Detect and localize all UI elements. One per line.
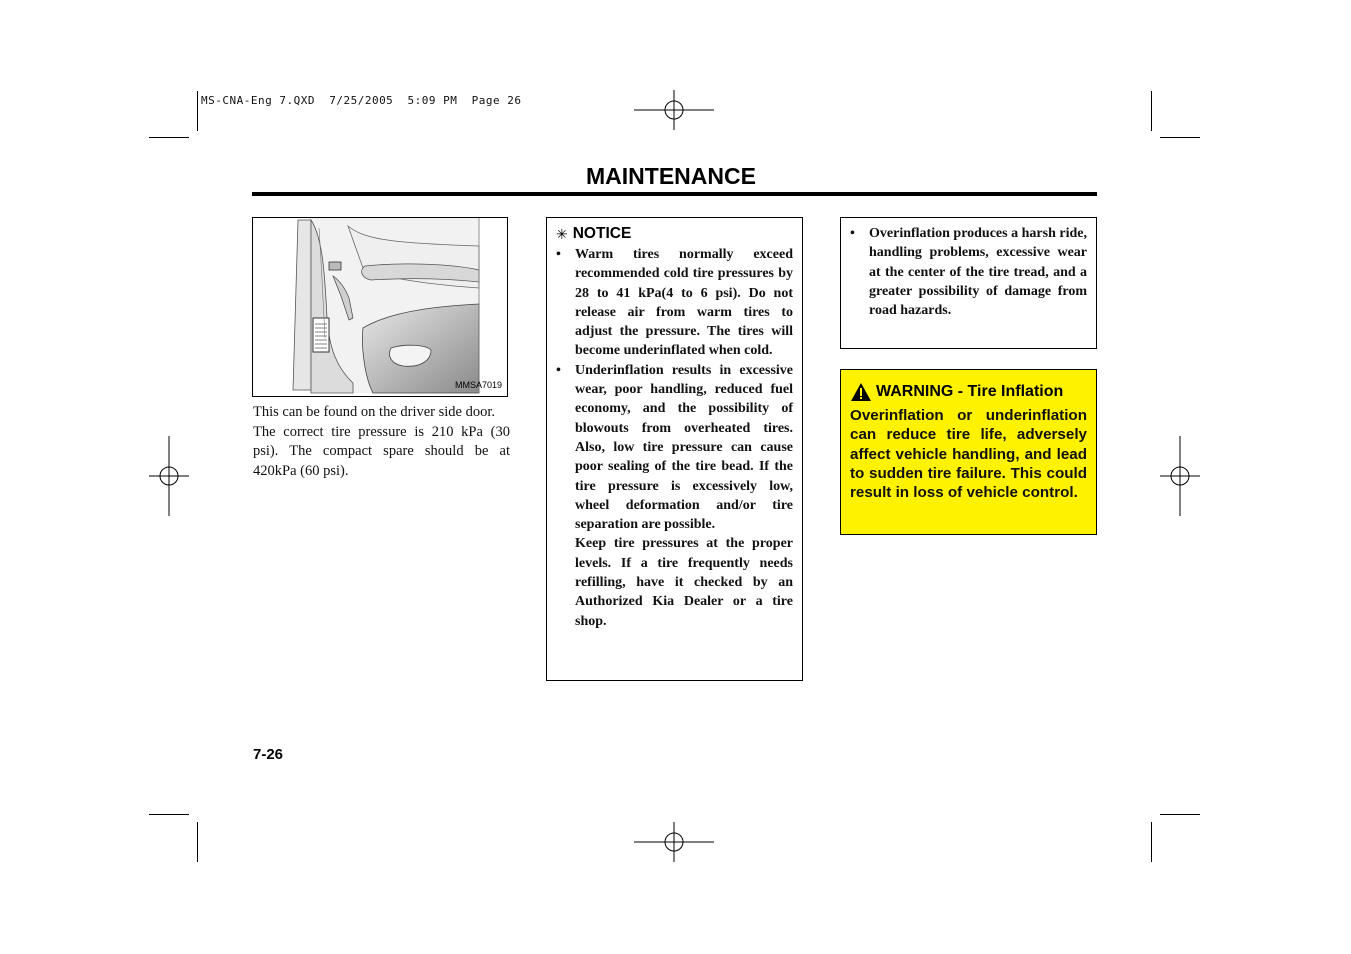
body-text xyxy=(253,403,510,481)
figure-code: MMSA7019 xyxy=(454,380,502,390)
body-paragraph: This can be found on the driver side door. xyxy=(253,404,496,420)
overinflation-box xyxy=(840,217,1097,349)
notice-asterisk-icon: ✳ xyxy=(556,225,568,242)
list-item xyxy=(556,245,793,361)
crop-mark xyxy=(149,814,189,815)
bullet-icon: • xyxy=(556,362,561,378)
notice-heading xyxy=(556,224,793,244)
door-figure xyxy=(252,217,508,397)
bullet-icon: • xyxy=(850,226,855,241)
bullet-icon: • xyxy=(556,247,561,262)
crop-mark xyxy=(1160,814,1200,815)
notice-box xyxy=(546,217,803,681)
registration-mark-icon xyxy=(634,90,714,130)
list-item xyxy=(850,224,1087,320)
crop-mark xyxy=(197,91,198,131)
registration-mark-icon xyxy=(1160,436,1200,516)
section-title: MAINTENANCE xyxy=(586,163,756,189)
notice-extra-paragraph: Keep tire pressures at the proper levels. If a tire frequently needs refilling, have it checked by an Authorized Kia Dealer or a tire shop. xyxy=(575,536,793,629)
overinflation-list xyxy=(850,224,1087,320)
warning-triangle-icon xyxy=(850,382,872,402)
registration-mark-icon xyxy=(149,436,189,516)
crop-mark xyxy=(1151,822,1152,862)
body-paragraph: The correct tire pressure is 210 kPa (30 psi). The compact spare should be at 420kPa (60 psi). xyxy=(253,423,510,479)
section-divider xyxy=(252,192,1097,196)
notice-title: NOTICE xyxy=(572,225,632,242)
list-item-text: Warm tires normally exceed recommended cold tire pressures by 28 to 41 kPa(4 to 6 psi). Do not release air from warm tires to adjust the pressure. The tires will become underinflated when cold. xyxy=(575,247,793,359)
list-item xyxy=(556,361,793,535)
warning-box xyxy=(840,369,1097,535)
list-item-text: Overinflation produces a harsh ride, handling problems, excessive wear at the center of the tire tread, and a greater possibility of damage from road hazards. xyxy=(869,226,1087,319)
registration-mark-icon xyxy=(634,822,714,862)
list-item-text: Underinflation results in excessive wear, poor handling, reduced fuel economy, and the possibility of blowouts from overheated tires. Also, low tire pressure can cause poor sealing of the tire bead. If the tire pressure is excessively low, wheel deformation and/or tire separation are possible. xyxy=(575,362,793,533)
crop-mark xyxy=(1151,91,1152,131)
notice-list xyxy=(556,245,793,534)
crop-mark xyxy=(149,137,189,138)
crop-mark xyxy=(197,822,198,862)
page-number: 7-26 xyxy=(253,746,284,763)
door-tire-label-illustration xyxy=(253,218,508,397)
crop-mark xyxy=(1160,137,1200,138)
warning-heading xyxy=(850,380,1087,404)
warning-title: WARNING - Tire Inflation xyxy=(876,383,1064,400)
print-header: MS-CNA-Eng 7.QXD 7/25/2005 5:09 PM Page 26 xyxy=(201,94,522,107)
warning-text: Overinflation or underinflation can reduce tire life, adversely affect vehicle handling, and lead to sudden tire failure. This could result in loss of vehicle control. xyxy=(850,407,1087,502)
